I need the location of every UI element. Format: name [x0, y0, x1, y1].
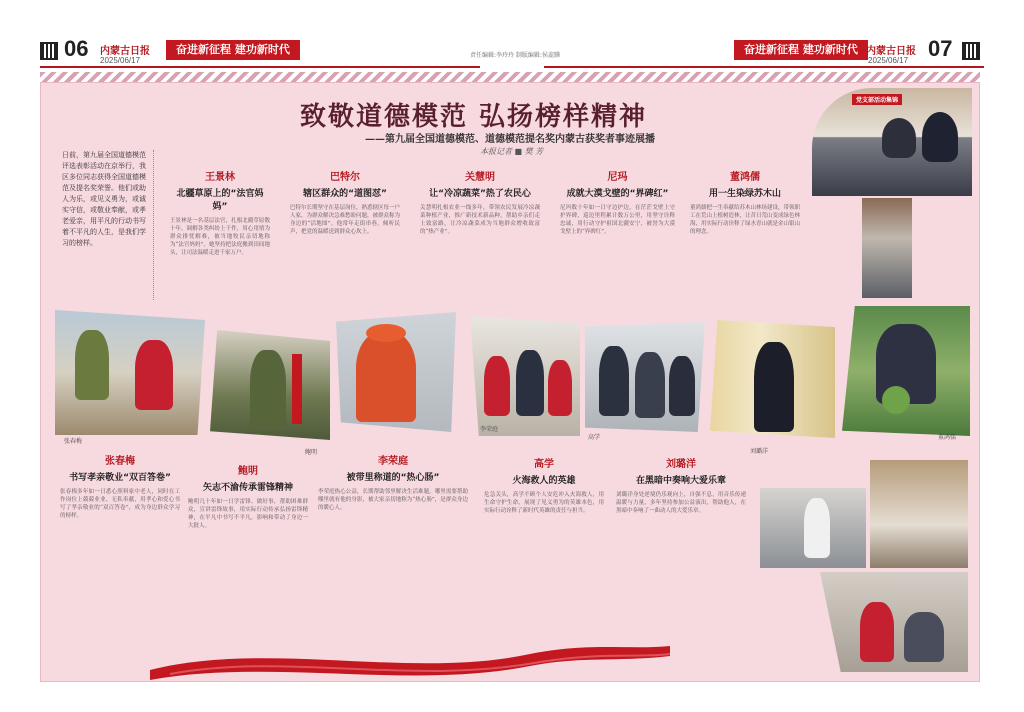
masthead: [0, 0, 1024, 70]
profile-name: 刘璐洋: [666, 459, 696, 470]
profile-body: 刘璐洋身处逆境仍乐观向上，自强不息，用音乐传递温暖与力量，多年坚持参加公益演出，帮助他人，在黑暗中奏响了一曲动人的大爱乐章。: [616, 492, 746, 514]
person-figure: [356, 332, 416, 422]
profile-wang-jinglin: [170, 168, 270, 308]
person-figure: [922, 112, 958, 162]
caption-gao-xue: 高学: [588, 434, 601, 441]
person-figure: [669, 356, 695, 416]
profile-body: 张春梅多年如一日悉心照料家中老人，同时在工作岗位上兢兢业业、无私奉献，用孝心和爱心书写了孝亲敬业的“双百答卷”，成为身边群众学习的榜样。: [60, 489, 180, 519]
profile-name: 董鸿儒: [730, 172, 760, 183]
photo-sign: 党支部活动集锦: [852, 94, 902, 105]
person-figure: [860, 602, 894, 662]
masthead-rule-left: [40, 66, 480, 68]
profile-body: 尼玛数十年如一日守边护边，在茫茫戈壁上守护界碑，巡边里程累计数万公里，用坚守诠释忠诚，用行动守护祖国北疆安宁，被誉为大漠戈壁上的“界碑红”。: [560, 205, 675, 235]
profile-title: 让“冷凉蔬菜”热了农民心: [429, 189, 531, 199]
subheadline: ——第九届全国道德模范、道德模范提名奖内蒙古获奖者事迹展播: [365, 134, 655, 145]
paper-name-right: 内蒙古日报: [866, 46, 916, 57]
photo-dong-hongru-forest: [842, 306, 970, 436]
profile-title: 被带里称道的“热心肠”: [346, 473, 440, 483]
caption-liu-luyang: 刘璐洋: [750, 448, 769, 455]
qr-code-icon: [962, 42, 980, 60]
caption-li-rongting: 李荣庭: [480, 426, 499, 433]
profile-title: 在黑暗中奏响大爱乐章: [635, 476, 726, 486]
person-figure: [635, 352, 665, 418]
decorative-border: [40, 72, 980, 82]
profile-title: 火海救人的英雄: [512, 476, 576, 486]
profile-body: 鲍明几十年如一日学雷锋、做好事，帮助困难群众，宣讲雷锋故事，用实际行动传承弘扬雷锋精神，在平凡中书写不平凡，影响和带动了身边一大批人。: [188, 499, 308, 529]
intro-text: 日前，第九届全国道德模范评选表彰活动在京举行，我区多位同志获得全国道德模范及提名奖荣誉。他们或助人为乐，或见义勇为，或诚实守信，或敬业奉献，或孝老爱亲，用平凡的行动书写着不平凡的人生，是我们学习的榜样。: [62, 150, 154, 300]
profile-title: 成就大漠戈壁的“界碑红”: [566, 189, 669, 199]
profile-dong-hongru: [690, 168, 800, 308]
person-figure: [804, 498, 830, 558]
profile-name: 李荣庭: [378, 456, 408, 467]
profile-name: 尼玛: [607, 172, 628, 183]
profile-body: 关慧明扎根农业一线多年，带领农民发展冷凉蔬菜种植产业，推广新技术新品种，帮助乡亲们走上致富路，让冷凉蔬菜成为当地群众增收致富的“热产业”。: [420, 205, 540, 235]
profile-body: 董鸿儒把一生奉献给苏木山林场建设，带领职工在荒山上植树造林，让昔日荒山变成绿色林海，用实际行动诠释了绿水青山就是金山银山的理念。: [690, 205, 800, 235]
date-right: 2025/06/17: [868, 56, 909, 65]
profile-title: 书写孝亲敬业“双百答卷”: [69, 473, 171, 483]
profile-title: 辖区群众的“道图怼”: [303, 189, 387, 199]
profile-name: 巴特尔: [330, 172, 360, 183]
person-figure: [250, 350, 286, 430]
person-figure: [135, 340, 173, 410]
left-page-number: 06: [64, 36, 89, 61]
caption-bao-ming: 鲍明: [305, 449, 318, 456]
caption-zhang-chunmei: 张春梅: [64, 438, 83, 445]
profile-liu-luyang: [616, 455, 746, 595]
profile-title: 用一生染绿苏木山: [708, 189, 781, 199]
profile-body: 危急关头，高学不顾个人安危冲入火海救人，用生命守护生命，展现了见义勇为的英雄本色，用实际行动诠释了新时代英雄的责任与担当。: [484, 492, 604, 514]
profile-name: 关慧明: [465, 172, 495, 183]
profile-title: 矢志不渝传承雷锋精神: [202, 483, 293, 493]
person-figure: [882, 118, 916, 158]
photo-liu-luyang-performance: [760, 488, 866, 568]
person-figure: [484, 356, 510, 416]
banner-right: 奋进新征程 建功新时代: [734, 40, 868, 60]
photo-bao-ming: [210, 330, 330, 440]
photo-li-rongting: [336, 312, 456, 432]
photo-liu-luyang: [710, 320, 835, 438]
date-left: 2025/06/17: [100, 56, 141, 65]
person-figure: [75, 330, 109, 400]
right-page-number: 07: [928, 36, 953, 61]
masthead-rule-right: [544, 66, 984, 68]
photo-performance-2: [870, 460, 968, 568]
profile-body: 巴特尔长期坚守在基层岗位，熟悉辖区每一户人家，为群众解决急难愁盼问题，被群众称为身边的“活地图”。他常年走街串巷，倾听民声，把党的温暖送到群众心坎上。: [290, 205, 400, 235]
photo-gao-xue: [470, 316, 580, 436]
photo-zhang-chunmei: [55, 310, 205, 435]
photo-dong-hongru-meeting: [812, 88, 972, 196]
person-figure: [754, 342, 794, 432]
profile-zhang-chunmei: [60, 452, 180, 602]
helmet: [366, 324, 406, 342]
plant-sapling: [882, 386, 910, 414]
qr-code-icon: [40, 42, 58, 60]
profile-li-rongting: [318, 452, 468, 612]
banner-left: 奋进新征程 建功新时代: [166, 40, 300, 60]
profile-gao-xue: [484, 455, 604, 615]
headline: 致敬道德模范 弘扬榜样精神: [300, 102, 648, 132]
red-ribbon-decoration: [150, 640, 670, 680]
person-figure: [599, 346, 629, 416]
profile-title: 北疆草原上的“法官妈妈”: [176, 189, 264, 212]
sash-decoration: [292, 354, 302, 424]
caption-dong-hongru: 董鸿儒: [938, 434, 957, 441]
person-figure: [548, 360, 572, 416]
profile-body: 王景林是一名基层法官，扎根北疆草原数十年，调解各类纠纷上千件，用心用情为群众排忧解难，被当地牧民亲切地称为“法官妈妈”。她坚持把法庭搬到田间地头，让司法温暖走进千家万户。: [170, 218, 270, 256]
profile-body: 李荣庭热心公益，长期帮助邻里解决生活难题，哪里需要帮助哪里就有他的身影，被大家亲切地称为“热心肠”，是群众身边的暖心人。: [318, 489, 468, 511]
profile-name: 鲍明: [238, 466, 258, 477]
profile-nima: [560, 168, 675, 308]
profile-name: 张春梅: [105, 456, 135, 467]
photo-elderly-care: [820, 572, 968, 672]
person-figure: [516, 350, 544, 416]
profile-guan-huiming: [420, 168, 540, 308]
paper-name-left: 内蒙古日报: [100, 46, 150, 57]
photo-nima-group: [585, 322, 705, 432]
person-figure: [904, 612, 944, 662]
profile-name: 高学: [534, 459, 554, 470]
profile-bateer: [290, 168, 400, 308]
profile-name: 王景林: [205, 172, 235, 183]
byline: 本报记者 ■ 樊 芳: [480, 147, 544, 156]
editors-line: 责任编辑:李玲玲 制版编辑:侯蕊驊: [470, 52, 560, 59]
photo-outdoor: [862, 198, 912, 298]
profile-bao-ming: [188, 462, 308, 602]
